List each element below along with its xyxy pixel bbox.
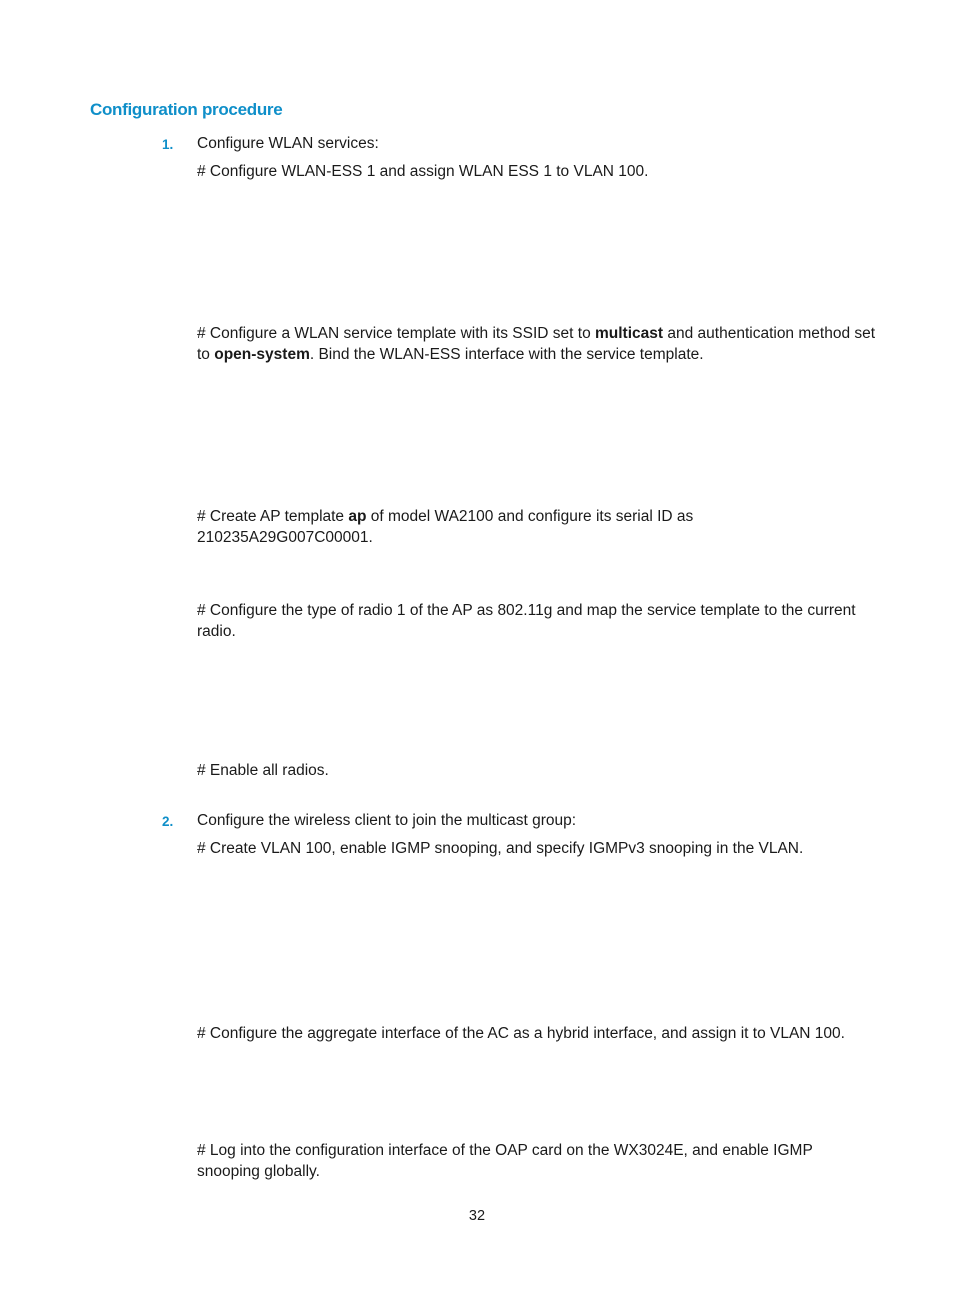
para-service-template	[197, 323, 877, 365]
text: to	[197, 346, 215, 363]
text: of model WA2100 and configure its serial ID as	[366, 508, 694, 525]
serial-id: 210235A29G007C00001.	[197, 529, 373, 546]
text: . Bind the WLAN-ESS interface with the service template.	[309, 346, 704, 363]
text: radio.	[197, 623, 236, 640]
page-number: 32	[468, 1208, 486, 1224]
para-oap-login	[197, 1140, 877, 1182]
para-ap-template	[197, 506, 877, 548]
text: snooping globally.	[197, 1163, 320, 1180]
step-2-number: 2.	[162, 814, 174, 829]
para-radio-type	[197, 600, 877, 642]
step-2-title: Configure the wireless client to join the multicast group:	[197, 812, 577, 829]
text: # Configure the type of radio 1 of the AP as 802.11g and map the service template to the current	[197, 602, 856, 619]
text: # Configure a WLAN service template with its SSID set to	[197, 325, 595, 342]
text: and authentication method set	[663, 325, 876, 342]
ap-keyword: ap	[348, 508, 367, 525]
auth-keyword: open-system	[214, 346, 310, 363]
para-configure-wlan-ess: # Configure WLAN-ESS 1 and assign WLAN ESS 1 to VLAN 100.	[197, 163, 649, 180]
ssid-keyword: multicast	[595, 325, 664, 342]
para-enable-radios: # Enable all radios.	[197, 762, 329, 779]
para-aggregate-interface: # Configure the aggregate interface of the AC as a hybrid interface, and assign it to VLAN 100.	[197, 1025, 845, 1042]
step-1-number: 1.	[162, 137, 174, 152]
step-1-title: Configure WLAN services:	[197, 135, 379, 152]
text: # Create AP template	[197, 508, 349, 525]
text: # Log into the configuration interface of the OAP card on the WX3024E, and enable IGMP	[197, 1142, 813, 1159]
section-heading: Configuration procedure	[90, 100, 283, 119]
para-create-vlan: # Create VLAN 100, enable IGMP snooping, and specify IGMPv3 snooping in the VLAN.	[197, 840, 804, 857]
